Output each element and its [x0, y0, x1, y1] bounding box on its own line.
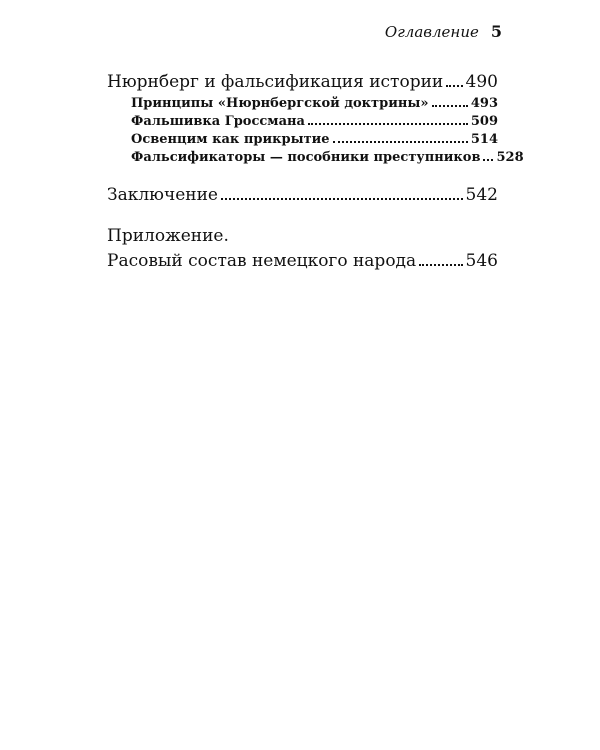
toc-subentry-label: Принципы «Нюрнбергской доктрины»: [131, 96, 429, 111]
toc-subentry-page: 509: [470, 114, 498, 129]
spacer: [107, 167, 498, 183]
toc-subentry[interactable]: [107, 95, 498, 113]
leader-dots: [419, 264, 462, 266]
toc-subentry-label: Фальшивка Гроссмана: [131, 114, 305, 129]
toc-entry-page: 542: [465, 185, 498, 205]
toc-subentry[interactable]: [107, 113, 498, 131]
leader-dots: [432, 105, 468, 107]
toc-entry-page: 490: [465, 72, 498, 92]
leader-dots: [446, 85, 462, 87]
spacer: [107, 208, 498, 224]
leader-dots: [308, 123, 468, 125]
leader-dots: [483, 159, 493, 161]
toc-entry-label: Нюрнберг и фальсификация истории: [107, 72, 444, 92]
toc-subentry-page: 528: [496, 150, 524, 165]
header-title: Оглавление: [384, 23, 479, 41]
leader-dots: [221, 198, 463, 200]
toc-entry-page: 546: [465, 251, 498, 271]
toc-appendix-heading: Приложение.: [107, 226, 229, 246]
toc-subentry-label: Фальсификаторы — пособники преступников: [131, 150, 481, 165]
toc-subentry[interactable]: [107, 131, 498, 149]
toc-entry-appendix[interactable]: [107, 249, 498, 274]
toc-subentry-page: 514: [470, 132, 498, 147]
toc-entry-label: Расовый состав немецкого народа: [107, 251, 417, 271]
toc-subentry-page: 493: [470, 96, 498, 111]
toc-subentry-label: Освенцим как прикрытие: [131, 132, 330, 147]
leader-dots: [333, 141, 468, 143]
toc-entry-label: Заключение: [107, 185, 218, 205]
running-header: [385, 22, 502, 41]
header-page-number: 5: [490, 22, 502, 41]
table-of-contents: [107, 70, 524, 274]
toc-entry-section[interactable]: [107, 70, 498, 95]
toc-entry-conclusion[interactable]: [107, 183, 498, 208]
toc-subentry[interactable]: [107, 149, 524, 167]
